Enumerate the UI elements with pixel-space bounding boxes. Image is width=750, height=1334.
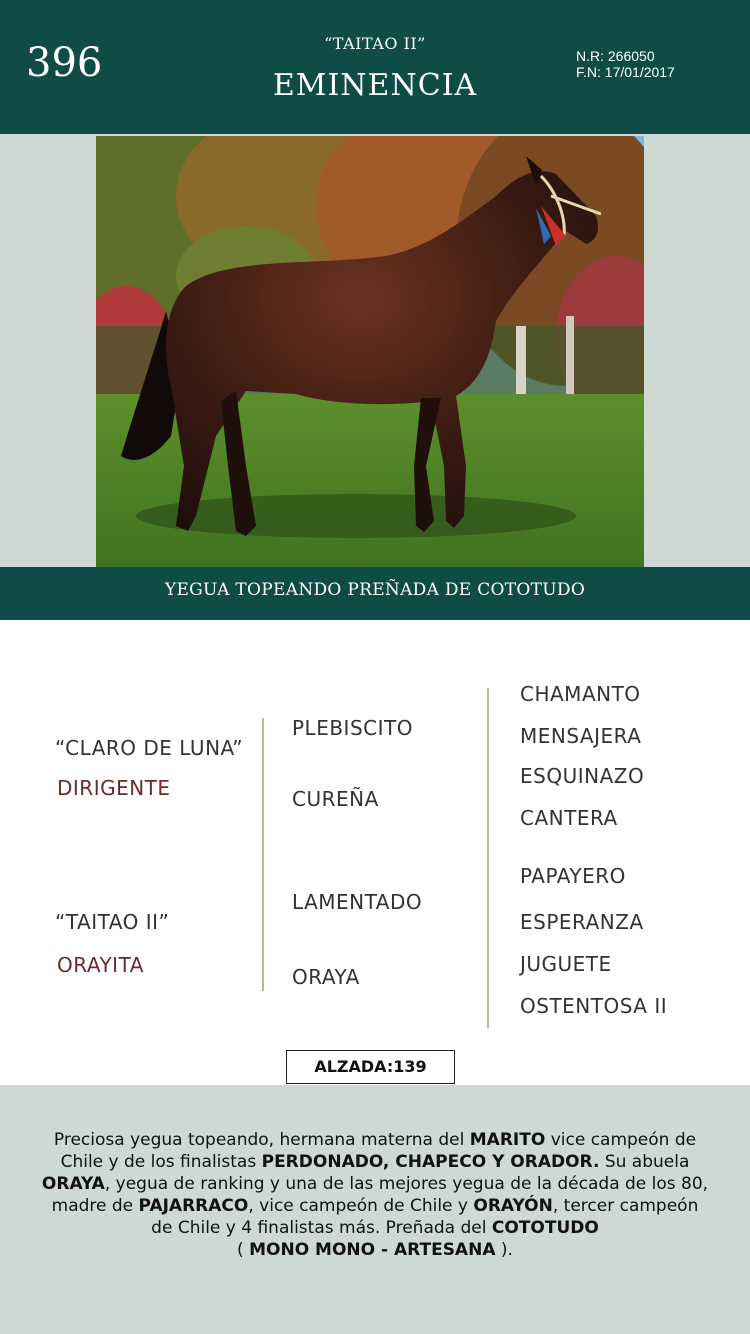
birth-date: F.N: 17/01/2017 [576, 64, 675, 80]
desc-part: Preciosa yegua topeando, hermana materna del [53, 1130, 470, 1150]
sire-nickname: “CLARO DE LUNA” [55, 736, 244, 760]
great-grandparent-7: JUGUETE [520, 952, 612, 976]
great-grandparent-8: OSTENTOSA II [520, 994, 668, 1018]
desc-part: , tercer campeón de Chile y 4 finalistas más. Preñada del [151, 1196, 699, 1238]
lot-number: 396 [26, 40, 103, 86]
desc-highlight: COTOTUDO [491, 1218, 599, 1238]
desc-part: ( [237, 1240, 250, 1260]
desc-part: vice campeón de Chile y de los finalistas [60, 1130, 697, 1172]
pedigree-divider [262, 718, 264, 991]
description-text [40, 1129, 710, 1261]
registration-number: N.R: 266050 [576, 48, 655, 64]
great-grandparent-3: ESQUINAZO [520, 764, 645, 788]
horse-name: EMINENCIA [272, 68, 478, 103]
grandparent-1: PLEBISCITO [292, 716, 413, 740]
status-banner: YEGUA TOPEANDO PREÑADA DE COTOTUDO [0, 567, 750, 620]
desc-part: ). [495, 1240, 513, 1260]
desc-part: , yegua de ranking y una de las mejores yegua de la década de los 80, madre de [51, 1174, 709, 1216]
horse-photo [96, 136, 644, 567]
grandparent-3: LAMENTADO [292, 890, 423, 914]
desc-part: Su abuela [599, 1152, 690, 1172]
header-bar [0, 0, 750, 134]
desc-highlight: MARITO [469, 1130, 546, 1150]
height-badge: ALZADA:139 [286, 1050, 455, 1084]
great-grandparent-6: ESPERANZA [520, 910, 644, 934]
dam-name: ORAYITA [57, 953, 144, 977]
registration-info [576, 48, 675, 80]
desc-highlight: ORAYA [41, 1174, 105, 1194]
great-grandparent-4: CANTERA [520, 806, 618, 830]
pedigree-divider [487, 688, 489, 1028]
great-grandparent-1: CHAMANTO [520, 682, 641, 706]
desc-highlight: ORAYÓN [473, 1196, 553, 1216]
great-grandparent-5: PAPAYERO [520, 864, 626, 888]
great-grandparent-2: MENSAJERA [520, 724, 642, 748]
sire-name: DIRIGENTE [57, 776, 171, 800]
desc-highlight: PAJARRACO [138, 1196, 249, 1216]
dam-nickname: “TAITAO II” [55, 910, 170, 934]
grandparent-4: ORAYA [292, 965, 360, 989]
horse-nickname: “TAITAO II” [324, 34, 426, 53]
desc-highlight: PERDONADO, CHAPECO Y ORADOR. [261, 1152, 600, 1172]
desc-highlight: MONO MONO - ARTESANA [249, 1240, 496, 1260]
desc-part: , vice campeón de Chile y [248, 1196, 474, 1216]
grandparent-2: CUREÑA [292, 787, 379, 811]
